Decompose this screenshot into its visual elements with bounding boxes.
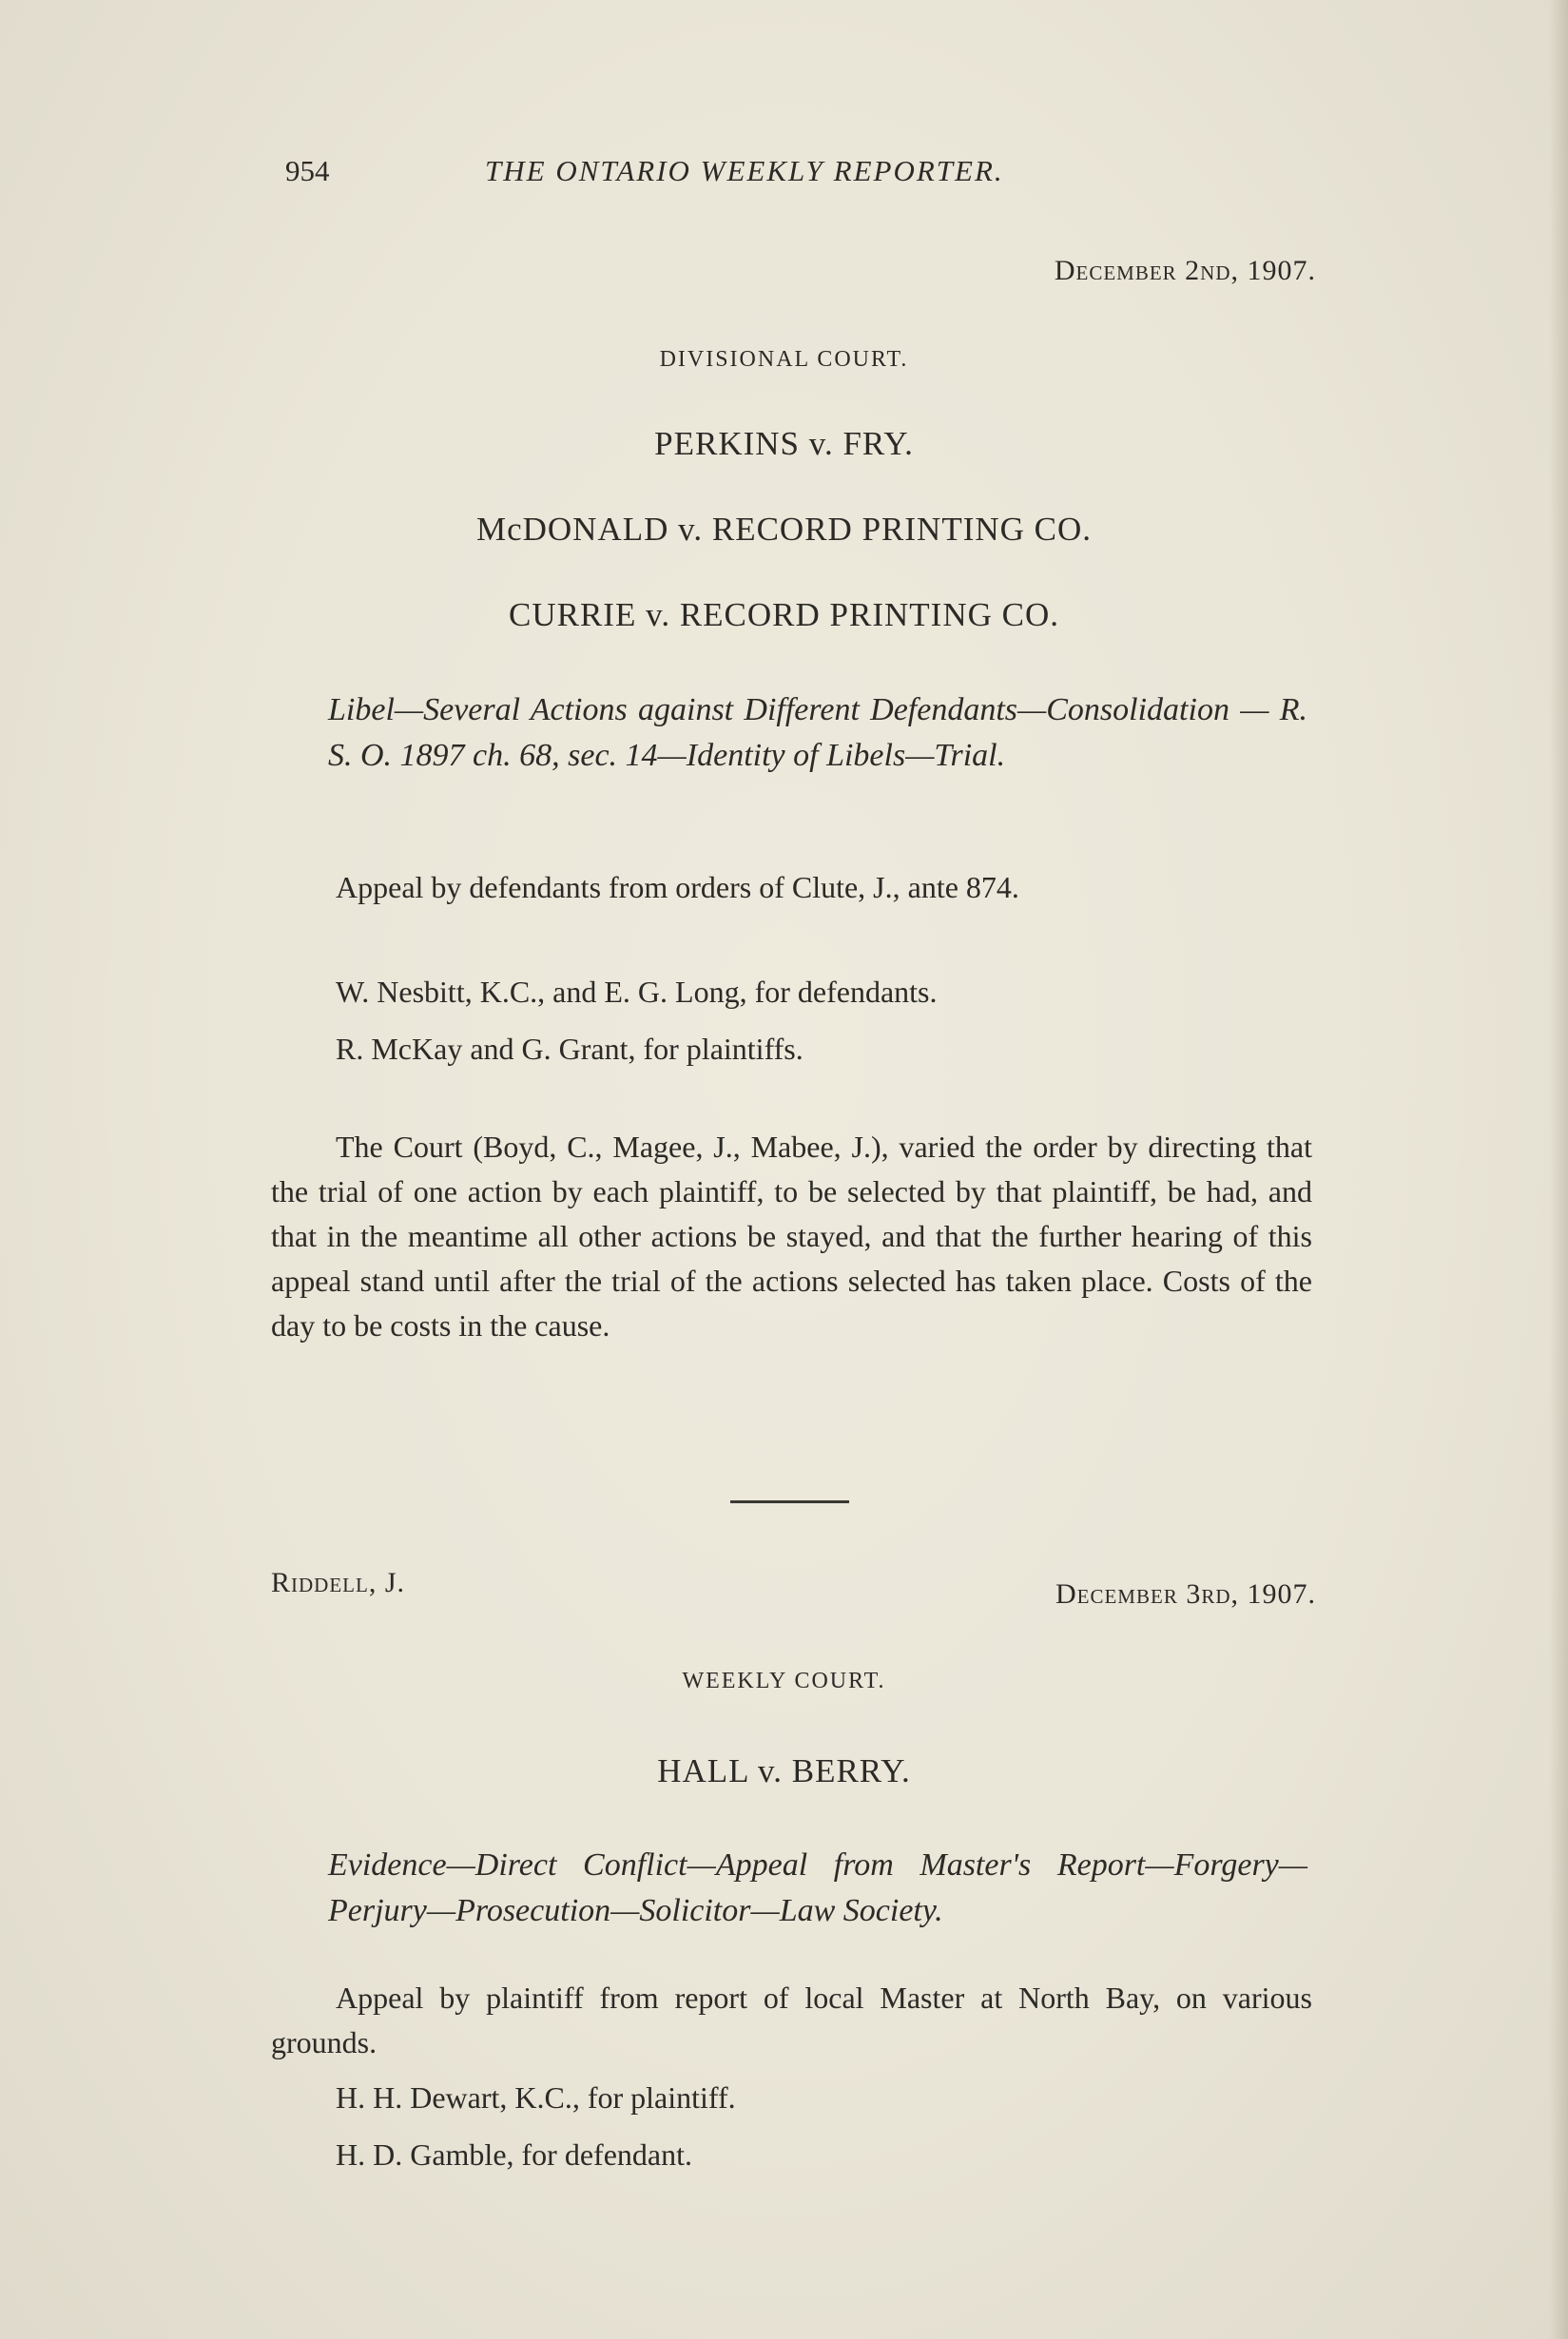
case2-date: December 3rd, 1907.: [1055, 1578, 1316, 1610]
case1-date: December 2nd, 1907.: [1054, 255, 1316, 286]
case2-counsel-plaintiff: H. H. Dewart, K.C., for plaintiff.: [336, 2080, 736, 2115]
case1-judgment: The Court (Boyd, C., Magee, J., Mabee, J.), varied the order by directing that the trial of one action by each plaintiff, to be selected by that plaintiff, be had, and that in the meantime all other actions be stayed, and that the further hearing of this appeal stand until after the trial of the actions selected has taken place. Costs of the day to be costs in the cause.: [271, 1130, 1312, 1343]
case1-headnote: Libel—Several Actions against Different Defendants—Consolidation — R. S. O. 1897 ch. 68, sec. 14—Identity of Libels—Trial.: [328, 692, 1307, 773]
case1-appeal: Appeal by defendants from orders of Clute, J., ante 874.: [336, 870, 1019, 904]
case2-title: HALL v. BERRY.: [657, 1752, 911, 1789]
case1-title-3: CURRIE v. RECORD PRINTING CO.: [509, 596, 1059, 633]
case1-counsel-plaintiffs: R. McKay and G. Grant, for plaintiffs.: [336, 1032, 803, 1066]
case2-court: WEEKLY COURT.: [682, 1669, 886, 1693]
case2-appeal: Appeal by plaintiff from report of local Master at North Bay, on various grounds.: [271, 1981, 1312, 2059]
case2-headnote: Evidence—Direct Conflict—Appeal from Master's Report—Forgery—Perjury—Prosecution—Solicitor—Law Society.: [328, 1847, 1307, 1928]
running-title: THE ONTARIO WEEKLY REPORTER.: [485, 154, 1004, 187]
case1-title-2: McDONALD v. RECORD PRINTING CO.: [475, 511, 1093, 548]
case1-court: DIVISIONAL COURT.: [659, 347, 909, 372]
case1-title-1: PERKINS v. FRY.: [654, 425, 914, 462]
page-number: 954: [285, 154, 330, 187]
case2-counsel-defendant: H. D. Gamble, for defendant.: [336, 2137, 692, 2172]
section-divider: [730, 1500, 849, 1503]
case1-counsel-defendants: W. Nesbitt, K.C., and E. G. Long, for defendants.: [336, 975, 938, 1009]
case2-judge: Riddell, J.: [271, 1567, 405, 1598]
